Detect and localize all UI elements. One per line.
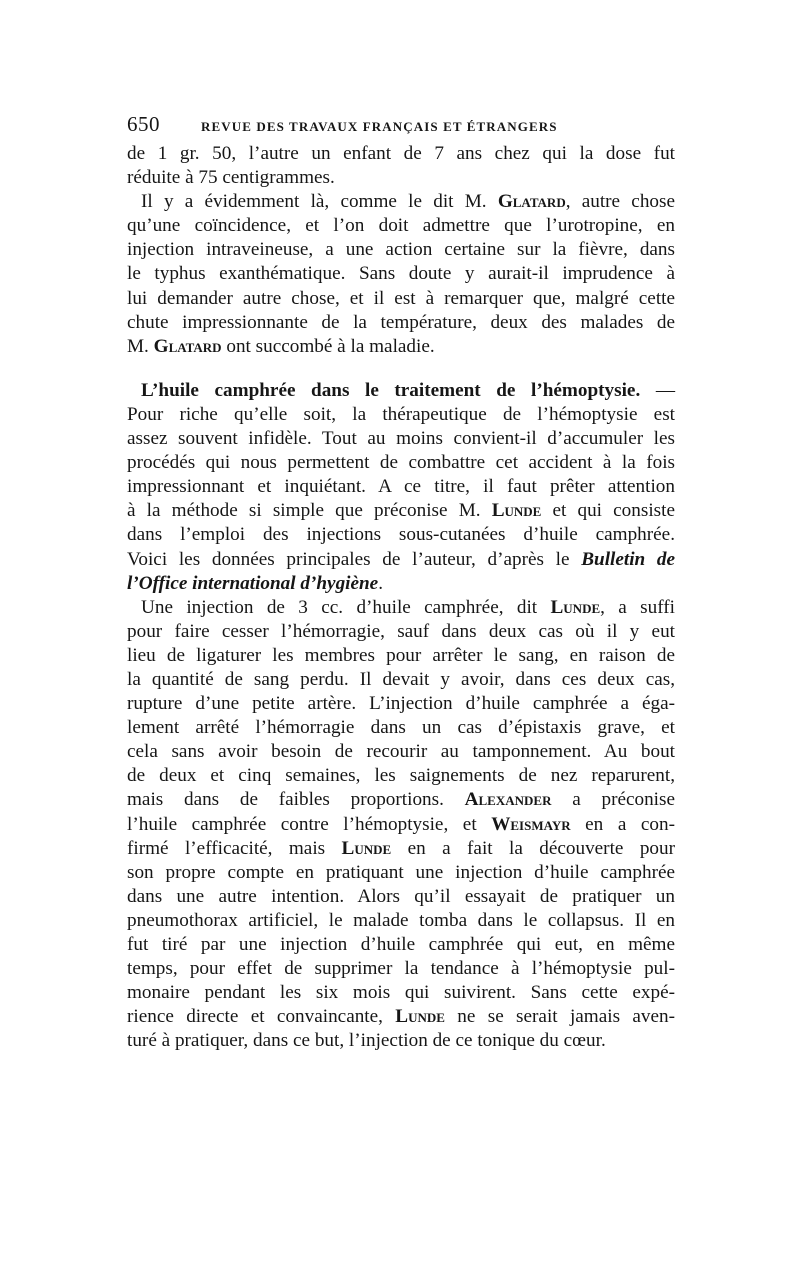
text-line: dans une autre intention. Alors qu’il essayait de pratiquer un xyxy=(127,885,675,907)
text-line: Pour riche qu’elle soit, la thérapeutique de l’hémoptysie est xyxy=(127,403,675,425)
text-line xyxy=(127,788,675,812)
text-line xyxy=(127,572,675,596)
author-name: Weismayr xyxy=(491,813,571,835)
author-name: Glatard xyxy=(497,191,566,213)
text-line: de 1 gr. 50, l’autre un enfant de 7 ans chez qui la dose fut xyxy=(127,143,675,164)
text-line xyxy=(127,596,675,620)
text-segment: à la méthode si simple que préconise M. xyxy=(127,500,492,522)
text-segment: firmé l’efficacité, mais xyxy=(127,837,342,859)
author-name: Lunde xyxy=(341,837,392,859)
text-segment: — xyxy=(640,379,676,401)
text-line: impressionnant et inquiétant. A ce titre, il faut prêter attention xyxy=(127,476,675,498)
journal-title: REVUE DES TRAVAUX FRANÇAIS ET ÉTRANGERS xyxy=(201,119,558,134)
text-segment: a préconise xyxy=(551,789,675,811)
text-line xyxy=(127,548,675,572)
text-line xyxy=(127,190,675,214)
text-segment: rience directe et convaincante, xyxy=(127,1006,396,1028)
text-segment: mais dans de faibles proportions. xyxy=(127,789,465,811)
text-line: injection intraveineuse, a une action certaine sur la fièvre, dans xyxy=(127,239,675,261)
text-line: rupture d’une petite artère. L’injection d’huile camphrée a éga- xyxy=(127,693,675,715)
text-line xyxy=(127,499,675,523)
text-line xyxy=(127,837,675,861)
paragraph-1 xyxy=(127,142,675,190)
text-segment: . xyxy=(378,572,383,594)
paragraph-2 xyxy=(127,190,675,359)
text-line: pneumothorax artificiel, le malade tomba dans le collapsus. Il en xyxy=(127,909,675,931)
text-line: son propre compte en pratiquant une injection d’huile camphrée xyxy=(127,861,675,883)
body-text xyxy=(127,142,675,1053)
source-title: Bulletin de xyxy=(581,548,676,570)
text-line: lui demander autre chose, et il est à remarquer que, malgré cette xyxy=(127,287,675,309)
section-heading-text: L’huile camphrée dans le traitement de l’hémoptysie. xyxy=(141,379,641,401)
text-line: qu’une coïncidence, et l’on doit admettre que l’urotropine, en xyxy=(127,215,675,237)
text-segment: ont succombé à la maladie. xyxy=(221,335,435,357)
text-segment: Une injection de 3 cc. d’huile camphrée, dit xyxy=(141,596,551,618)
text-line xyxy=(127,1005,675,1029)
text-line: lement arrêté l’hémorragie dans un cas d’épistaxis grave, et xyxy=(127,717,675,739)
text-segment: en a fait la découverte pour xyxy=(391,837,675,859)
author-name: Glatard xyxy=(153,335,222,357)
text-line: assez souvent infidèle. Tout au moins convient-il d’accumuler les xyxy=(127,428,675,450)
text-line: temps, pour effet de supprimer la tendance à l’hémoptysie pul- xyxy=(127,958,675,980)
paragraph-3 xyxy=(127,596,675,1054)
text-line: turé à pratiquer, dans ce but, l’injection de ce tonique du cœur. xyxy=(127,1030,606,1052)
text-line: procédés qui nous permettent de combattre cet accident à la fois xyxy=(127,452,675,474)
text-segment: M. xyxy=(127,335,154,357)
page-number: 650 xyxy=(127,112,160,136)
text-line: lieu de ligaturer les membres pour arrêter le sang, en raison de xyxy=(127,644,675,666)
text-line: réduite à 75 centigrammes. xyxy=(127,167,335,189)
text-line: chute impressionnante de la température, deux des malades de xyxy=(127,311,675,333)
text-segment: Voici les données principales de l’auteur, d’après le xyxy=(127,548,582,570)
text-segment: , a suffi xyxy=(600,596,675,618)
text-segment: , autre chose xyxy=(565,191,675,213)
section-heading xyxy=(127,379,675,403)
section-gap xyxy=(127,359,675,379)
author-name: Alexander xyxy=(464,789,552,811)
text-segment: et qui consiste xyxy=(541,500,675,522)
text-line: fut tiré par une injection d’huile camphrée qui eut, en même xyxy=(127,934,675,955)
text-line: cela sans avoir besoin de recourir au tamponnement. Au bout xyxy=(127,741,675,763)
author-name: Lunde xyxy=(550,596,601,618)
source-title: l’Office international d’hygiène xyxy=(127,572,379,594)
text-line: monaire pendant les six mois qui suivirent. Sans cette expé- xyxy=(127,982,675,1004)
text-line: de deux et cinq semaines, les saignements de nez reparurent, xyxy=(127,765,675,787)
author-name: Lunde xyxy=(395,1006,445,1028)
section-hemoptysis xyxy=(127,379,675,596)
text-line xyxy=(127,335,675,359)
page xyxy=(127,112,675,1053)
running-head xyxy=(127,112,675,142)
text-segment: Il y a évidemment là, comme le dit M. xyxy=(141,191,498,213)
author-name: Lunde xyxy=(491,500,542,522)
text-line xyxy=(127,813,675,837)
text-line: dans l’emploi des injections sous-cutanées d’huile camphrée. xyxy=(127,524,675,546)
text-segment: en a con- xyxy=(570,813,675,835)
text-segment: ne se serait jamais aven- xyxy=(444,1006,675,1028)
text-line: pour faire cesser l’hémorragie, sauf dans deux cas où il y eut xyxy=(127,620,675,642)
text-segment: l’huile camphrée contre l’hémoptysie, et xyxy=(127,813,492,835)
text-line: la quantité de sang perdu. Il devait y avoir, dans ces deux cas, xyxy=(127,668,675,690)
text-line: le typhus exanthématique. Sans doute y aurait-il imprudence à xyxy=(127,263,675,285)
